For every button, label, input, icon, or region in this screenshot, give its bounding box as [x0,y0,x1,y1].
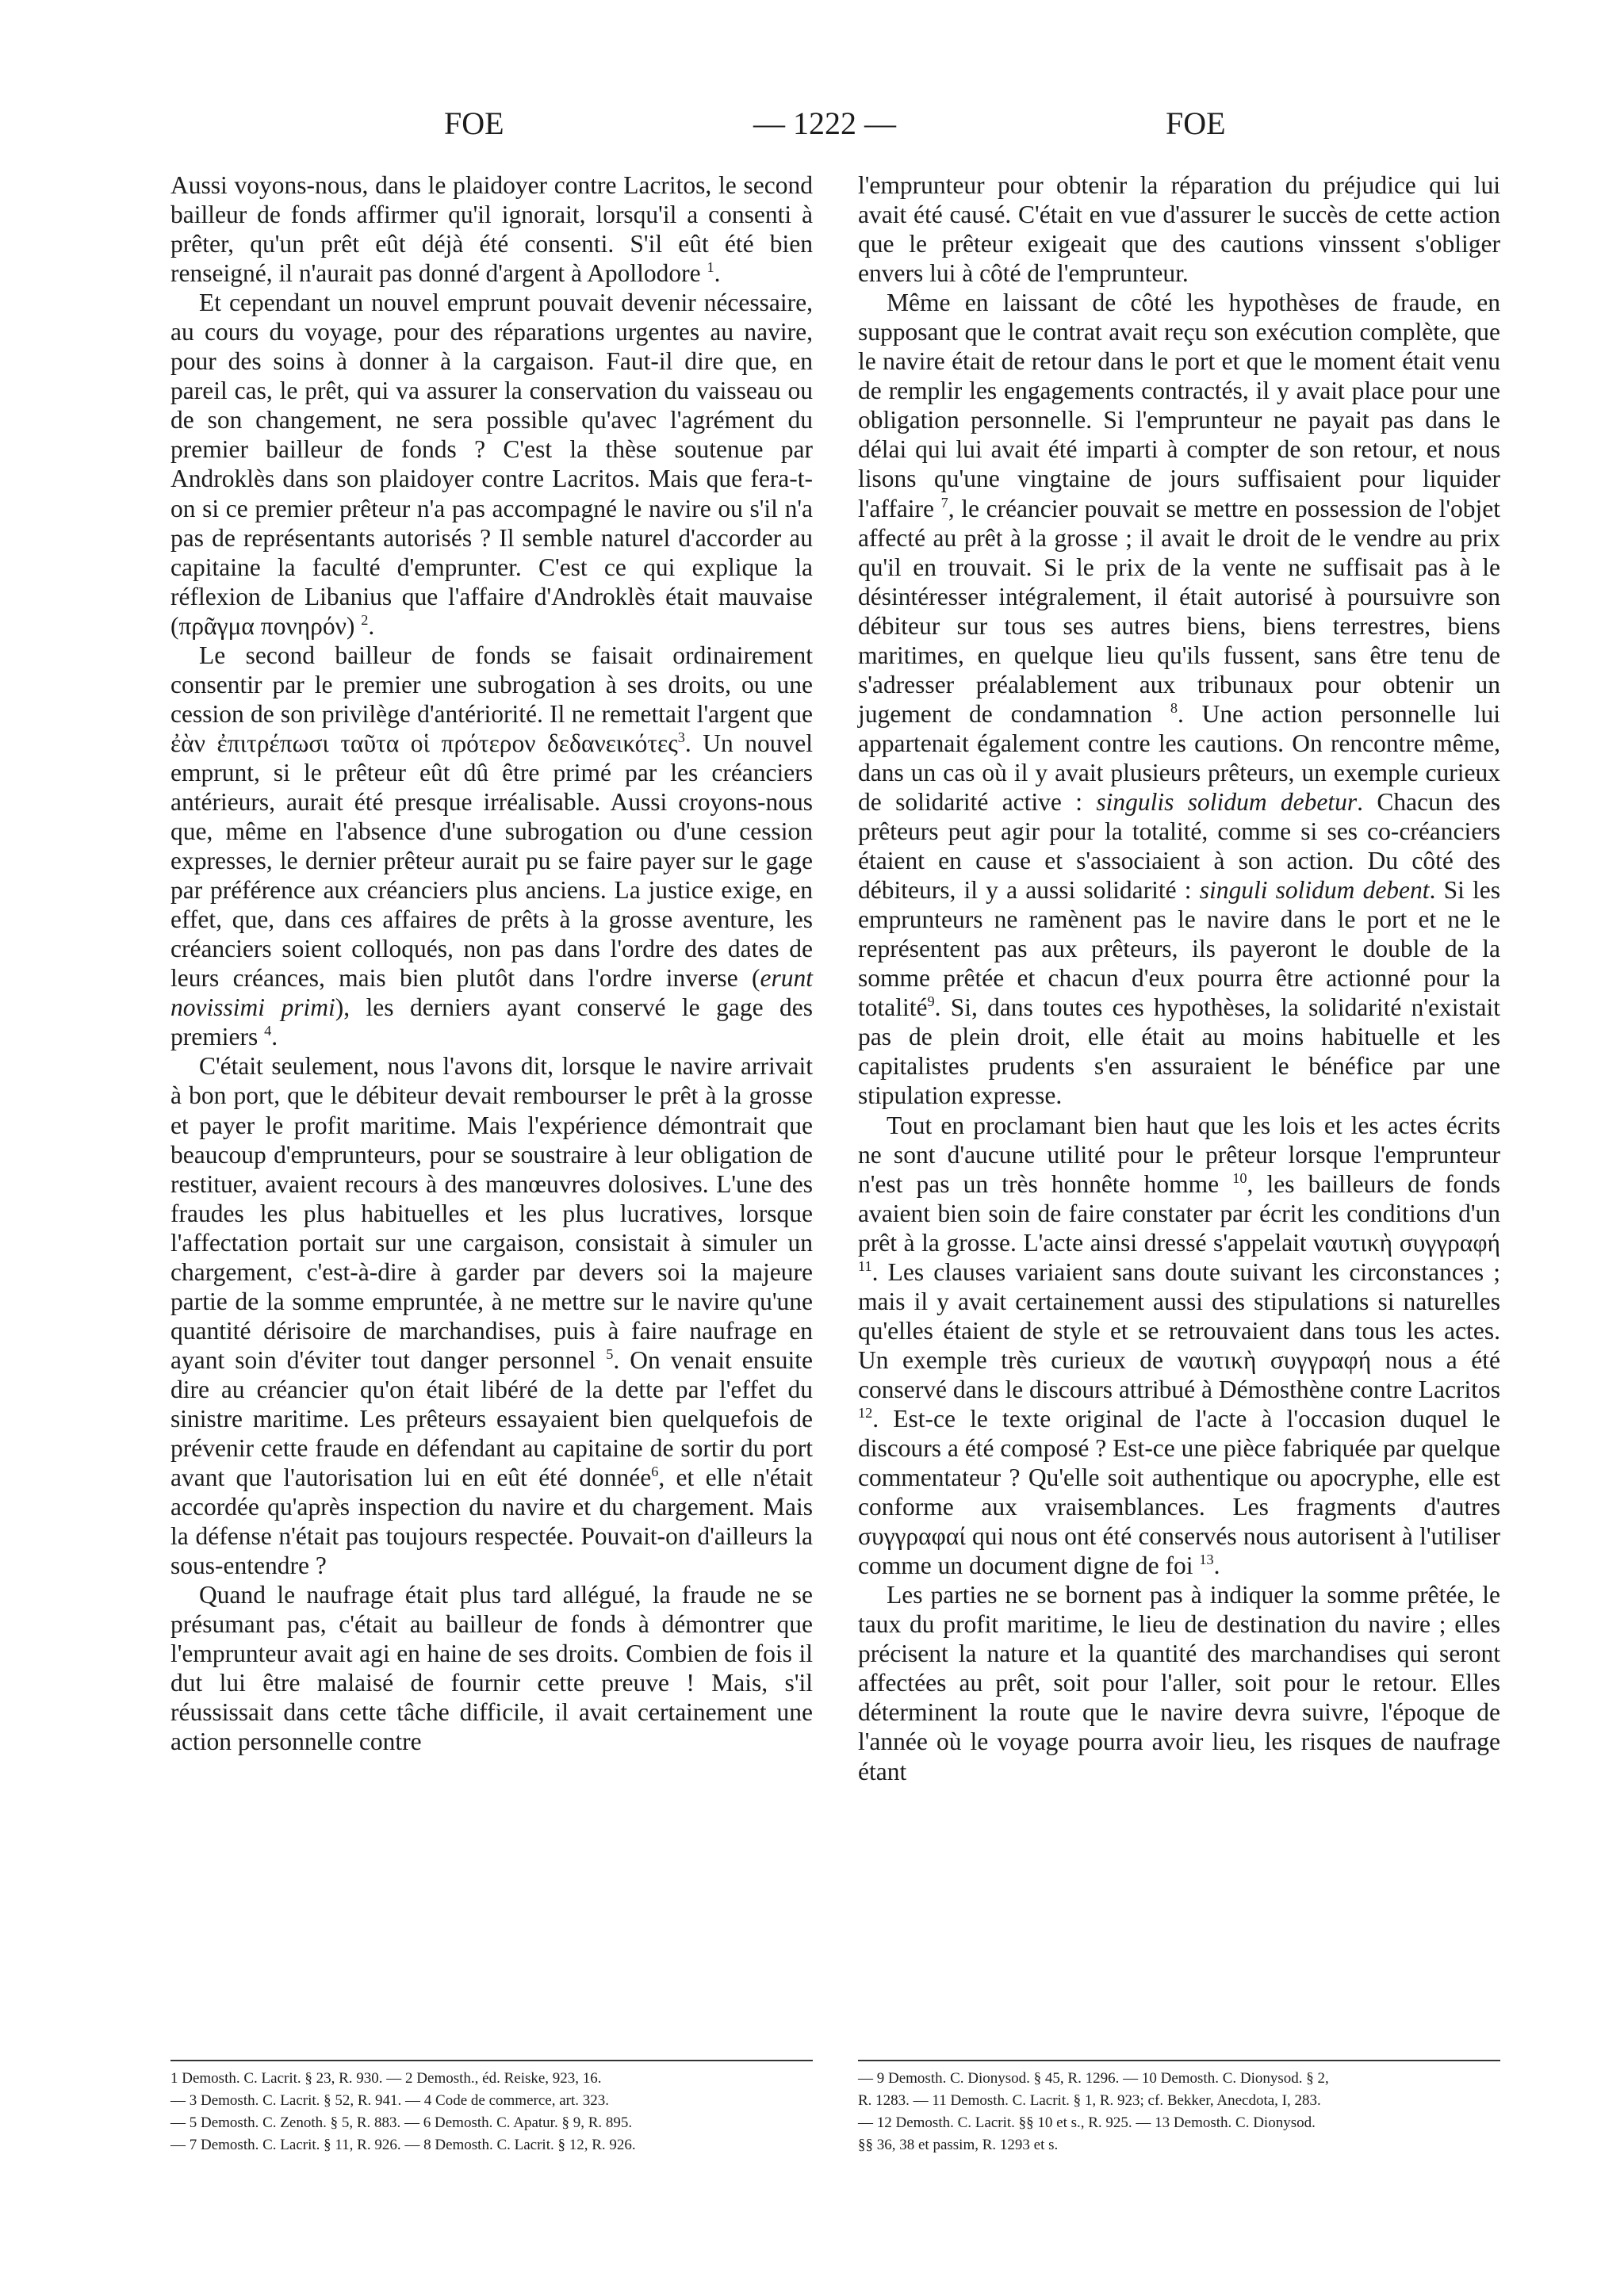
footnote-line: 1 Demosth. C. Lacrit. § 23, R. 930. — 2 Demosth., éd. Reiske, 923, 16. [170,2070,602,2087]
footnote-rule-left [170,2060,813,2061]
footnote-ref: 9 [927,993,935,1010]
footnote-ref: 11 [858,1257,872,1274]
footnote-line: R. 1283. — 11 Demosth. C. Lacrit. § 1, R. 923; cf. Bekker, Anecdota, I, 283. [858,2092,1321,2109]
latin-phrase: singulis solidum debetur [1096,787,1358,816]
left-column [170,170,813,1757]
footnote-line: — 9 Demosth. C. Dionysod. § 45, R. 1296. — 10 Demosth. C. Dionysod. § 2, [858,2070,1329,2087]
paragraph: Aussi voyons-nous, dans le plaidoyer contre Lacritos, le second bailleur de fonds affirmer qu'il ignorait, lorsqu'il a consenti à prêter, qu'un prêt eût déjà été consenti. S'il eût été bien renseigné, il n'aurait pas donné d'argent à Apollodore $^1$. [170,171,813,288]
footnote-ref: 2 [361,611,369,628]
footnotes-left [170,2068,813,2156]
footnote-line: §§ 36, 38 et passim, R. 1293 et s. [858,2137,1059,2153]
footnote-ref: 8 [1170,699,1178,716]
footnote-line: — 12 Demosth. C. Lacrit. §§ 10 et s., R. 925. — 13 Demosth. C. Dionysod. [858,2114,1316,2131]
footnote-ref: 12 [858,1405,873,1422]
running-header [0,105,1624,152]
right-column [858,170,1500,1786]
paragraph: Quand le naufrage était plus tard allégué, la fraude ne se présumant pas, c'était au bailleur de fonds à démontrer que l'emprunteur avait agi en haine de ses droits. Combien de fois il dut lui être malaisé de fournir cette preuve ! Mais, s'il réussissait dans cette tâche difficile, il avait certainement une action personnelle contre [170,1581,813,1756]
latin-phrase: erunt novissimi primi [170,964,813,1022]
paragraph: C'était seulement, nous l'avons dit, lorsque le navire arrivait à bon port, que le débiteur devait rembourser le prêt à la grosse et payer le profit maritime. Mais l'expérience démontrait que beaucoup d'emprunteurs, pour se soustraire à leur obligation de restituer, avaient recours à des manœuvres dolosives. L'une des fraudes les plus habituelles et les plus lucratives, lorsque l'affectation portait sur une cargaison, consistait à simuler un chargement, c'est-à-dire à garder par devers soi la majeure partie de la somme empruntée, à ne mettre sur le navire qu'une quantité dérisoire de marchandises, puis à faire naufrage en ayant soin d'éviter tout danger personnel $^5$. On venait ensuite dire au créancier qu'on était libéré de la dette par l'effet du sinistre maritime. Les prêteurs essayaient bien quelquefois de prévenir cette fraude en défendant au capitaine de sortir du port avant que l'autorisation lui en eût été donnée$^6$, et elle n'était accordée qu'après inspection du navire et du chargement. Mais la défense n'était pas toujours respectée. Pouvait-on d'ailleurs la sous-entendre ? [170,1052,814,1580]
paragraph: Tout en proclamant bien haut que les lois et les actes écrits ne sont d'aucune utilité pour le prêteur lorsque l'emprunteur n'est pas un très honnête homme $^{10}$, les bailleurs de fonds avaient bien soin de faire constater par écrit les conditions d'un prêt à la grosse. L'acte ainsi dressé s'appelait ναυτικὴ συγγραφή $^{11}$. Les clauses variaient sans doute suivant les circonstances ; mais il y avait certainement aussi des stipulations si naturelles qu'elles étaient de style et se retrouvaient dans tous les actes. Un exemple très curieux de ναυτικὴ συγγραφή nous a été conservé dans le discours attribué à Démosthène contre Lacritos $^{12}$. Est-ce le texte original de l'acte à l'occasion duquel le discours a été composé ? Est-ce une pièce fabriquée par quelque commentateur ? Qu'elle soit authentique ou apocryphe, elle est conforme aux vraisemblances. Les fragments d'autres συγγραφαί qui nous ont été conservés nous autorisent à l'utiliser comme un document digne de foi $^{13}$. [858,1111,1501,1580]
paragraph: Les parties ne se bornent pas à indiquer la somme prêtée, le taux du profit maritime, le lieu de destination du navire ; elles précisent la nature et la quantité des marchandises qui seront affectées au prêt, soit pour l'aller, soit pour le retour. Elles déterminent la route que le navire devra suivre, l'époque de l'année où le voyage pourra avoir lieu, les risques de naufrage étant [858,1581,1500,1785]
footnote-ref: 13 [1199,1552,1214,1568]
paragraph: Le second bailleur de fonds se faisait ordinairement consentir par le premier une subrogation à ses droits, ou une cession de son privilège d'antériorité. Il ne remettait l'argent que ἐὰν ἐπιτρέπωσι ταῦτα οἱ πρότερον δεδανεικότες$^3$. Un nouvel emprunt, si le prêteur eût dû être primé par les créanciers antérieurs, aurait été presque irréalisable. Aussi croyons-nous que, même en l'absence d'une subrogation ou d'une cession expresses, le dernier prêteur aurait pu se faire payer sur le gage par préférence aux créanciers plus anciens. La justice exige, en effet, que, dans ces affaires de prêts à la grosse aventure, les créanciers soient colloqués, non pas dans l'ordre des dates de leurs créances, mais bien plutôt dans l'ordre inverse (erunt novissimi primi), les derniers ayant conservé le gage des premiers $^4$. [170,641,814,1051]
footnote-line: — 3 Demosth. C. Lacrit. § 52, R. 941. — 4 Code de commerce, art. 323. [170,2092,610,2109]
footnote-ref: 10 [1232,1169,1247,1186]
footnote-ref: 4 [264,1023,272,1039]
footnote-ref: 6 [651,1464,659,1480]
footnotes-right [858,2068,1500,2156]
paragraph: l'emprunteur pour obtenir la réparation du préjudice qui lui avait été causé. C'était en vue d'assurer le succès de cette action que le prêteur exigeait que des cautions vinssent s'obliger envers lui à côté de l'emprunteur. [858,171,1500,288]
footnote-ref: 7 [940,494,948,511]
latin-phrase: singuli solidum debent [1199,876,1430,905]
page-number: — 1222 — [753,105,896,141]
footnote-ref: 5 [606,1346,614,1362]
header-left-title: FOE [444,105,504,141]
header-right-title: FOE [1166,105,1226,141]
paragraph: Et cependant un nouvel emprunt pouvait devenir nécessaire, au cours du voyage, pour des réparations urgentes au navire, pour des soins à donner à la cargaison. Faut-il dire que, en pareil cas, le prêt, qui va assurer la conservation du vaisseau ou de son changement, ne sera possible qu'avec l'agrément du premier bailleur de fonds ? C'est la thèse soutenue par Androklès dans son plaidoyer contre Lacritos. Mais que fera-t-on si ce premier prêteur n'a pas accompagné le navire ou s'il n'a pas de représentants autorisés ? Il semble naturel d'accorder au capitaine la faculté d'emprunter. C'est ce qui explique la réflexion de Libanius que l'affaire d'Androklès était mauvaise (πρᾶγμα πονηρόν) $^2$. [170,289,813,640]
footnote-rule-right [858,2060,1500,2061]
footnote-line: — 5 Demosth. C. Zenoth. § 5, R. 883. — 6 Demosth. C. Apatur. § 9, R. 895. [170,2114,633,2131]
paragraph: Même en laissant de côté les hypothèses de fraude, en supposant que le contrat avait reçu son exécution complète, que le navire était de retour dans le port et que le moment était venu de remplir les engagements contractés, il y avait place pour une obligation personnelle. Si l'emprunteur ne payait pas dans le délai qui lui avait été imparti à compter de son retour, et nous lisons qu'une vingtaine de jours suffisaient pour liquider l'affaire $^7$, le créancier pouvait se mettre en possession de l'objet affecté au prêt à la grosse ; il avait le droit de le vendre au prix qu'il en trouvait. Si le prix de la vente ne suffisait pas à le désintéresser intégralement, il était autorisé à poursuivre son débiteur sur tous ses autres biens, biens terrestres, biens maritimes, en quelque lieu qu'ils fussent, sans être tenu de s'adresser préalablement aux tribunaux pour obtenir un jugement de condamnation $^8$. Une action personnelle lui appartenait également contre les cautions. On rencontre même, dans un cas où il y avait plusieurs prêteurs, un exemple curieux de solidarité active : singulis solidum debetur. Chacun des prêteurs peut agir pour la totalité, comme si ses co-créanciers étaient en cause et s'associaient à son action. Du côté des débiteurs, il y a aussi solidarité : singuli solidum debent. Si les emprunteurs ne ramènent pas le navire dans le port et ne le représentent pas aux prêteurs, ils payeront le double de la somme prêtée et chacun d'eux pourra être actionné pour la totalité$^9$. Si, dans toutes ces hypothèses, la solidarité n'existait pas de plein droit, elle était au moins habituelle et les capitalistes prudents s'en assuraient le bénéfice par une stipulation expresse. [858,289,1501,1110]
footnote-line: — 7 Demosth. C. Lacrit. § 11, R. 926. — 8 Demosth. C. Lacrit. § 12, R. 926. [170,2137,636,2153]
footnote-ref: 3 [677,729,685,746]
footnote-ref: 1 [707,259,714,276]
